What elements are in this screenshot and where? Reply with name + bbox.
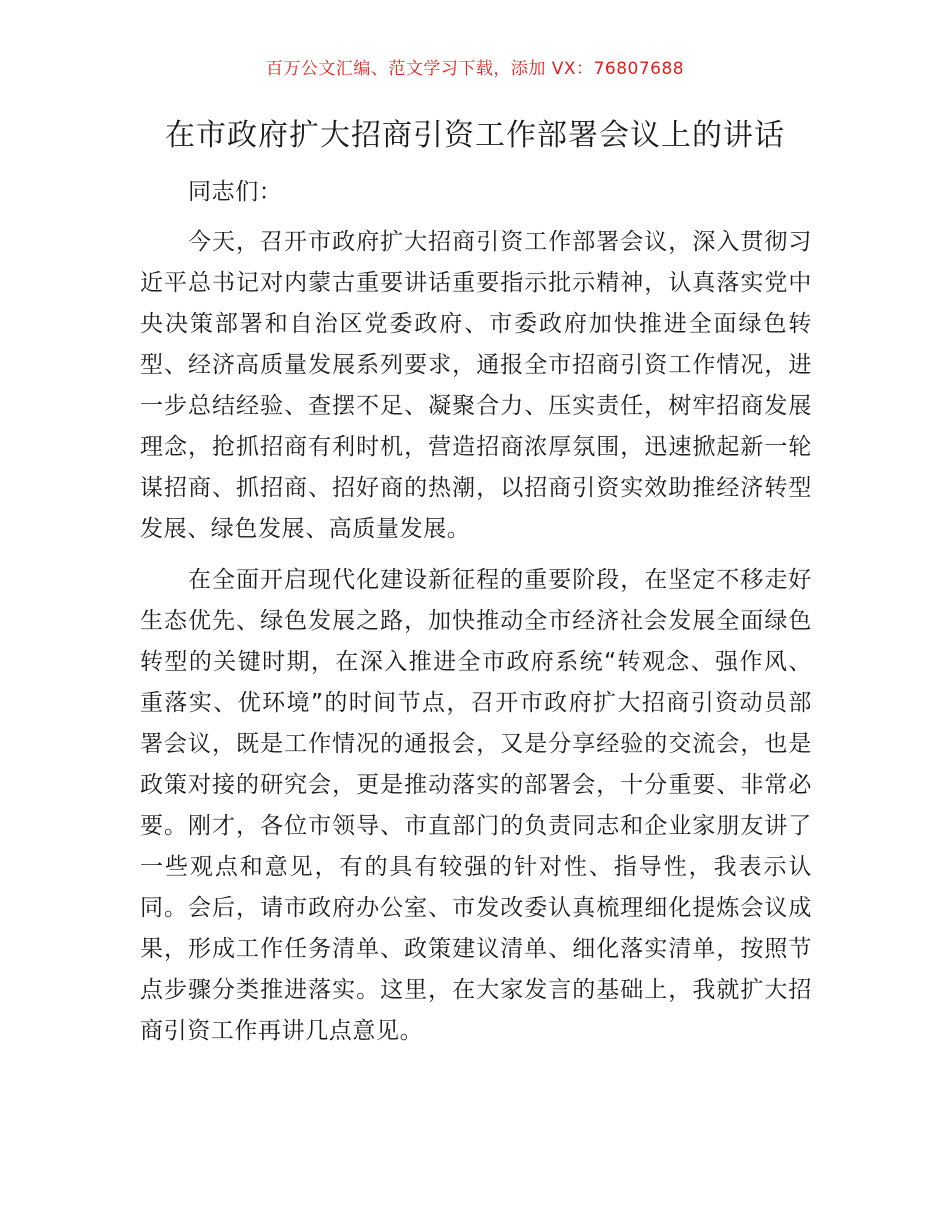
document-body [140, 172, 812, 1052]
watermark-banner: 百万公文汇编、范文学习下载，添加 VX：76807688 [265, 59, 685, 79]
salutation: 同志们： [188, 179, 283, 205]
paragraph: 今天，召开市政府扩大招商引资工作部署会议，深入贯彻习近平总书记对内蒙古重要讲话重要指示批示精神，认真落实党中央决策部署和自治区党委政府、市委政府加快推进全面绿色转型、经济高质量发展系列要求，通报全市招商引资工作情况，进一步总结经验、查摆不足、凝聚合力、压实责任，树牢招商发展理念，抢抓招商有利时机，营造招商浓厚氛围，迅速掀起新一轮谋招商、抓招商、招好商的热潮，以招商引资实效助推经济转型发展、绿色发展、高质量发展。 [140, 229, 812, 542]
paragraph: 在全面开启现代化建设新征程的重要阶段，在坚定不移走好生态优先、绿色发展之路，加快推动全市经济社会发展全面绿色转型的关键时期，在深入推进全市政府系统“转观念、强作风、重落实、优环境”的时间节点，召开市政府扩大招商引资动员部署会议，既是工作情况的通报会，又是分享经验的交流会，也是政策对接的研究会，更是推动落实的部署会，十分重要、非常必要。刚才，各位市领导、市直部门的负责同志和企业家朋友讲了一些观点和意见，有的具有较强的针对性、指导性，我表示认同。会后，请市政府办公室、市发改委认真梳理细化提炼会议成果，形成工作任务清单、政策建议清单、细化落实清单，按照节点步骤分类推进落实。这里，在大家发言的基础上，我就扩大招商引资工作再讲几点意见。 [140, 567, 812, 1044]
document-title: 在市政府扩大招商引资工作部署会议上的讲话 [165, 118, 785, 153]
